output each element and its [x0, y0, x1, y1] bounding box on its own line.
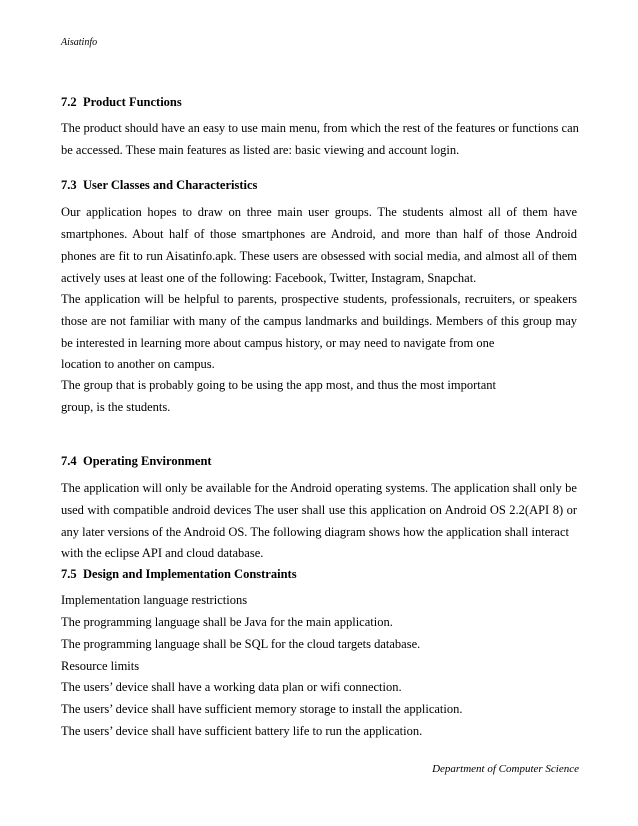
paragraph-line: The application will be helpful to parents, prospective students, professionals, recruiters, or speakers: [61, 292, 577, 306]
page-footer: Department of Computer Science: [432, 763, 579, 775]
section-number: 7.5: [61, 567, 77, 581]
section-number: 7.2: [61, 95, 77, 109]
paragraph-line: The users’ device shall have a working data plan or wifi connection.: [61, 680, 402, 694]
section-title: User Classes and Characteristics: [83, 178, 258, 192]
section-heading-7-2: [61, 95, 182, 110]
paragraph-line: The programming language shall be SQL for the cloud targets database.: [61, 637, 421, 651]
paragraph-line: any later versions of the Android OS. The following diagram shows how the application shall interact: [61, 525, 569, 539]
section-title: Design and Implementation Constraints: [83, 567, 297, 581]
paragraph-line: Resource limits: [61, 659, 140, 673]
paragraph-line: with the eclipse API and cloud database.: [61, 546, 264, 560]
paragraph-line: location to another on campus.: [61, 357, 215, 371]
paragraph-line: used with compatible android devices The user shall use this application on Android OS 2.2(API 8) or: [61, 503, 577, 517]
paragraph-line: smartphones. About half of those smartphones are Android, and more than half of those Android: [61, 227, 577, 241]
paragraph-line: The application will only be available for the Android operating systems. The application shall only be: [61, 481, 577, 495]
section-title: Product Functions: [83, 95, 182, 109]
section-heading-7-4: [61, 454, 212, 469]
paragraph-line: be accessed. These main features as listed are: basic viewing and account login.: [61, 143, 460, 157]
page-header: Aisatinfo: [61, 37, 98, 48]
paragraph-line: The programming language shall be Java for the main application.: [61, 615, 393, 629]
paragraph-line: Our application hopes to draw on three main user groups. The students almost all of them have: [61, 205, 577, 219]
paragraph-line: those are not familiar with many of the campus landmarks and buildings. Members of this group may: [61, 314, 577, 328]
section-heading-7-3: [61, 178, 257, 193]
paragraph-line: actively uses at least one of the following: Facebook, Twitter, Instagram, Snapchat.: [61, 271, 477, 285]
paragraph-line: group, is the students.: [61, 400, 171, 414]
section-number: 7.3: [61, 178, 77, 192]
section-number: 7.4: [61, 454, 77, 468]
paragraph-line: Implementation language restrictions: [61, 593, 248, 607]
paragraph-line: The group that is probably going to be using the app most, and thus the most important: [61, 378, 497, 392]
paragraph-line: The users’ device shall have sufficient memory storage to install the application.: [61, 702, 463, 716]
section-heading-7-5: [61, 567, 297, 582]
section-title: Operating Environment: [83, 454, 212, 468]
paragraph-line: The users’ device shall have sufficient battery life to run the application.: [61, 724, 423, 738]
paragraph-line: be interested in learning more about campus history, or may need to navigate from one: [61, 336, 495, 350]
paragraph-line: phones are fit to run Aisatinfo.apk. These users are obsessed with social media, and almost all of them: [61, 249, 577, 263]
paragraph-line: The product should have an easy to use main menu, from which the rest of the features or functions can: [61, 121, 579, 135]
